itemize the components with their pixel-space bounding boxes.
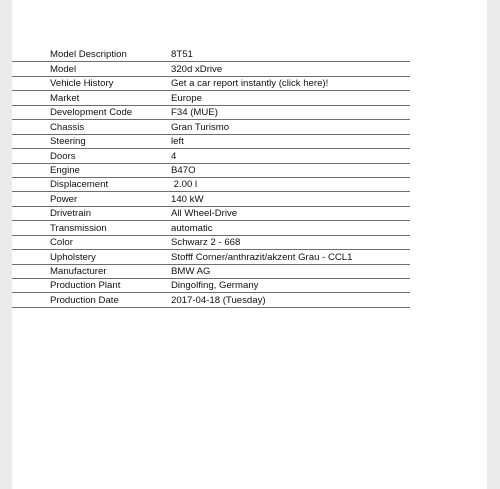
spec-row-transmission — [12, 221, 410, 235]
spec-value: BMW AG — [171, 266, 211, 277]
spec-label: Production Plant — [50, 280, 121, 292]
spec-label: Manufacturer — [50, 266, 107, 277]
spec-row-displacement — [12, 178, 410, 192]
spec-value: Gran Turismo — [171, 121, 230, 133]
vehicle-spec-table — [12, 48, 410, 308]
spec-value: Europe — [171, 92, 202, 104]
spec-label: Displacement — [50, 179, 109, 191]
spec-value: left — [171, 136, 184, 148]
spec-value: Stofff Corner/anthrazit/akzent Grau - CCL1 — [171, 251, 353, 263]
spec-value: Dingolfing, Germany — [171, 280, 259, 292]
spec-label: Drivetrain — [50, 208, 92, 220]
spec-value: 8T51 — [171, 49, 193, 61]
spec-label: Transmission — [50, 222, 107, 234]
spec-value: 320d xDrive — [171, 63, 223, 75]
spec-value: B47O — [171, 164, 196, 176]
spec-row-chassis — [12, 120, 410, 134]
spec-row-power — [12, 192, 410, 206]
spec-label: Upholstery — [50, 251, 96, 263]
spec-label: Production Date — [50, 294, 119, 306]
spec-value: Schwarz 2 - 668 — [171, 237, 241, 249]
spec-label: Engine — [50, 164, 80, 176]
spec-row-vehicle-history — [12, 77, 410, 91]
spec-row-production-date — [12, 293, 410, 307]
spec-label: Doors — [50, 150, 76, 162]
spec-row-steering — [12, 135, 410, 149]
spec-value: 4 — [171, 150, 177, 162]
spec-label: Steering — [50, 136, 86, 148]
spec-value: 2.00 l — [171, 179, 198, 191]
spec-label: Power — [50, 193, 78, 205]
spec-value: 140 kW — [171, 193, 204, 205]
spec-row-production-plant — [12, 279, 410, 293]
spec-row-model — [12, 62, 410, 76]
spec-label: Model — [50, 63, 77, 75]
spec-label: Vehicle History — [50, 78, 114, 90]
spec-label: Development Code — [50, 107, 133, 119]
vehicle-history-link[interactable]: Get a car report instantly (click here)! — [171, 78, 329, 90]
spec-row-market — [12, 91, 410, 105]
spec-row-drivetrain — [12, 207, 410, 221]
document-page — [12, 0, 487, 489]
spec-row-engine — [12, 164, 410, 178]
spec-label: Market — [50, 92, 80, 104]
spec-label: Chassis — [50, 121, 85, 133]
spec-row-development-code — [12, 106, 410, 120]
spec-label: Model Description — [50, 49, 127, 61]
spec-row-doors — [12, 149, 410, 163]
spec-row-color — [12, 236, 410, 250]
spec-label: Color — [50, 237, 73, 249]
spec-value: 2017-04-18 (Tuesday) — [171, 294, 266, 306]
spec-value: F34 (MUE) — [171, 107, 218, 119]
spec-row-manufacturer — [12, 265, 410, 279]
spec-row-upholstery — [12, 250, 410, 264]
spec-value: automatic — [171, 222, 213, 234]
spec-row-model-description — [12, 48, 410, 62]
spec-value: All Wheel-Drive — [171, 208, 238, 220]
